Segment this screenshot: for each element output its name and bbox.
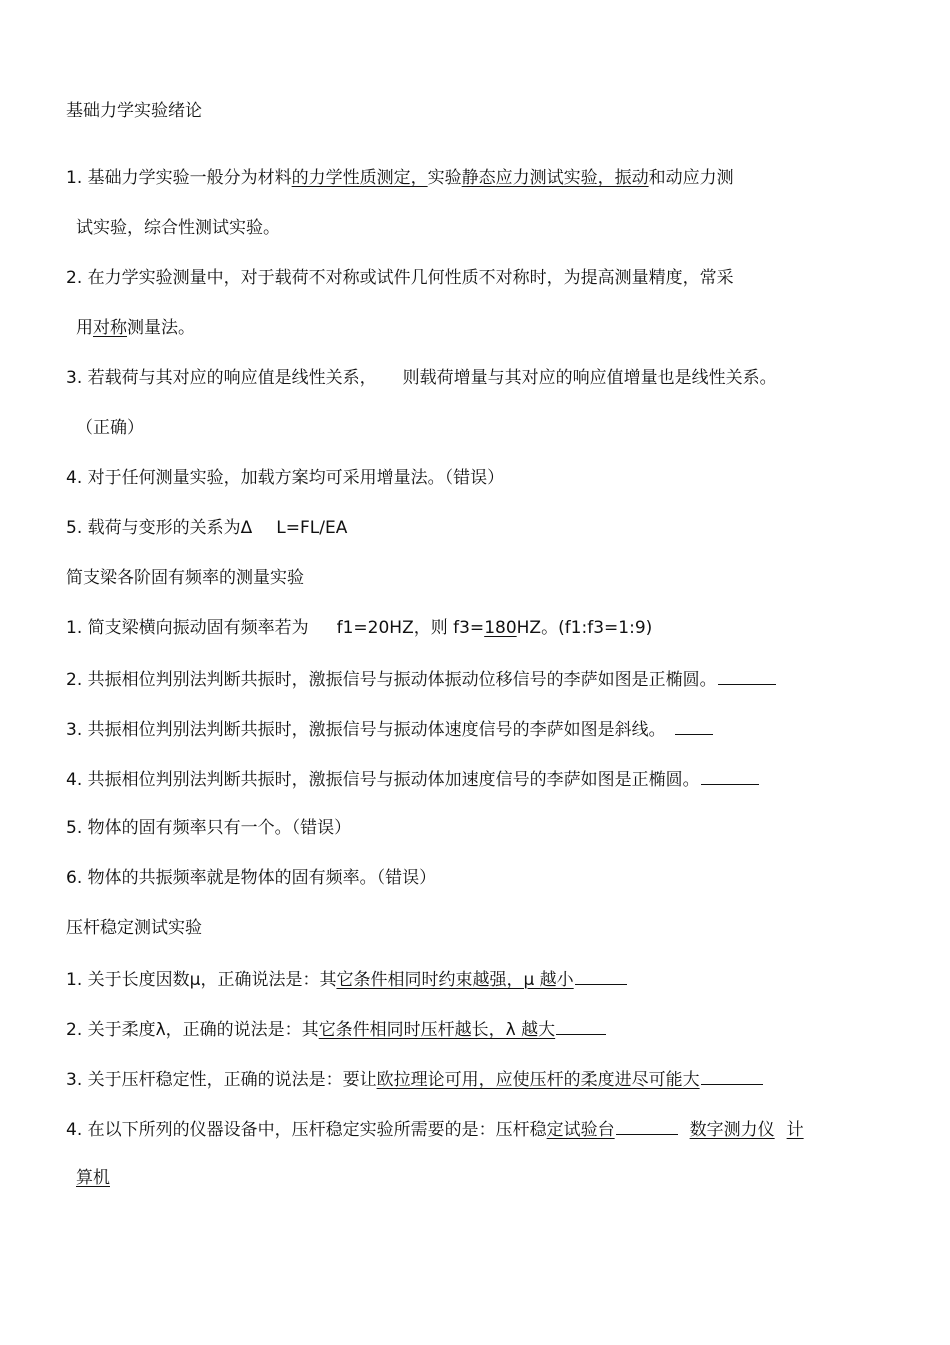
beam-q6: 6. 物体的共振频率就是物体的固有频率。（错误） [66, 868, 437, 888]
intro-q1-line1: 1. 基础力学实验一般分为材料的力学性质测定，实验静态应力测试实验，振动和动应力测 [66, 168, 734, 188]
answer-blank [575, 967, 627, 985]
answer-180: 180 [484, 618, 517, 638]
column-q3: 3. 关于压杆稳定性，正确的说法是：要让欧拉理论可用，应使压杆的柔度进尽可能大 [66, 1067, 763, 1091]
beam-q3: 3. 共振相位判别法判断共振时，激振信号与振动体速度信号的李萨如图是斜线。 [66, 717, 713, 741]
answer-length-factor: 它条件相同时约束越强，μ 越小 [336, 970, 574, 990]
answer-mechanical-properties: 的力学性质测定， [291, 168, 428, 188]
answer-blank [701, 1067, 763, 1085]
section-title-intro: 基础力学实验绪论 [66, 101, 202, 121]
answer-computer-part2: 算机 [76, 1168, 110, 1188]
beam-q4: 4. 共振相位判别法判断共振时，激振信号与振动体加速度信号的李萨如图是正椭圆。 [66, 767, 759, 791]
answer-blank [556, 1017, 606, 1035]
column-q2: 2. 关于柔度λ，正确的说法是：其它条件相同时压杆越长，λ 越大 [66, 1017, 606, 1041]
answer-symmetric: 对称 [93, 318, 127, 338]
answer-test-stand: 定试验台 [546, 1120, 615, 1140]
intro-q3-line1: 3. 若载荷与其对应的响应值是线性关系， 则载荷增量与其对应的响应值增量也是线性关系。 [66, 368, 777, 388]
column-q4-line2 [76, 1167, 110, 1189]
answer-blank [616, 1117, 678, 1135]
intro-q5: 5. 载荷与变形的关系为Δ L=FL/EA [66, 518, 348, 538]
section-title-beam: 简支梁各阶固有频率的测量实验 [66, 568, 304, 588]
answer-blank [701, 767, 759, 785]
answer-static-stress: 静态应力测试实验，振动 [461, 168, 649, 188]
intro-q2-line1: 2. 在力学实验测量中，对于载荷不对称或试件几何性质不对称时，为提高测量精度，常采 [66, 268, 734, 288]
column-q4-line1: 4. 在以下所列的仪器设备中，压杆稳定实验所需要的是：压杆稳定试验台 数字测力仪 计 [66, 1117, 804, 1141]
intro-q1-line2: 试实验，综合性测试实验。 [76, 218, 280, 238]
answer-blank [718, 667, 776, 685]
answer-computer-part1: 计 [786, 1120, 804, 1140]
intro-q2-line2: 用对称测量法。 [76, 318, 195, 338]
beam-q1: 1. 简支梁横向振动固有频率若为 f1=20HZ，则 f3=180HZ。(f1:f3=1:9) [66, 618, 653, 638]
answer-blank [675, 717, 713, 735]
beam-q2: 2. 共振相位判别法判断共振时，激振信号与振动体振动位移信号的李萨如图是正椭圆。 [66, 667, 776, 691]
section-title-column: 压杆稳定测试实验 [66, 918, 202, 938]
answer-force-meter: 数字测力仪 [689, 1120, 775, 1140]
answer-euler: 欧拉理论可用，应使压杆的柔度进尽可能大 [376, 1070, 700, 1090]
beam-q5: 5. 物体的固有频率只有一个。（错误） [66, 818, 352, 838]
answer-slenderness: 它条件相同时压杆越长，λ 越大 [318, 1020, 556, 1040]
intro-q3-line2: （正确） [76, 418, 144, 438]
intro-q4: 4. 对于任何测量实验，加载方案均可采用增量法。（错误） [66, 468, 505, 488]
column-q1: 1. 关于长度因数μ，正确说法是：其它条件相同时约束越强，μ 越小 [66, 967, 627, 991]
